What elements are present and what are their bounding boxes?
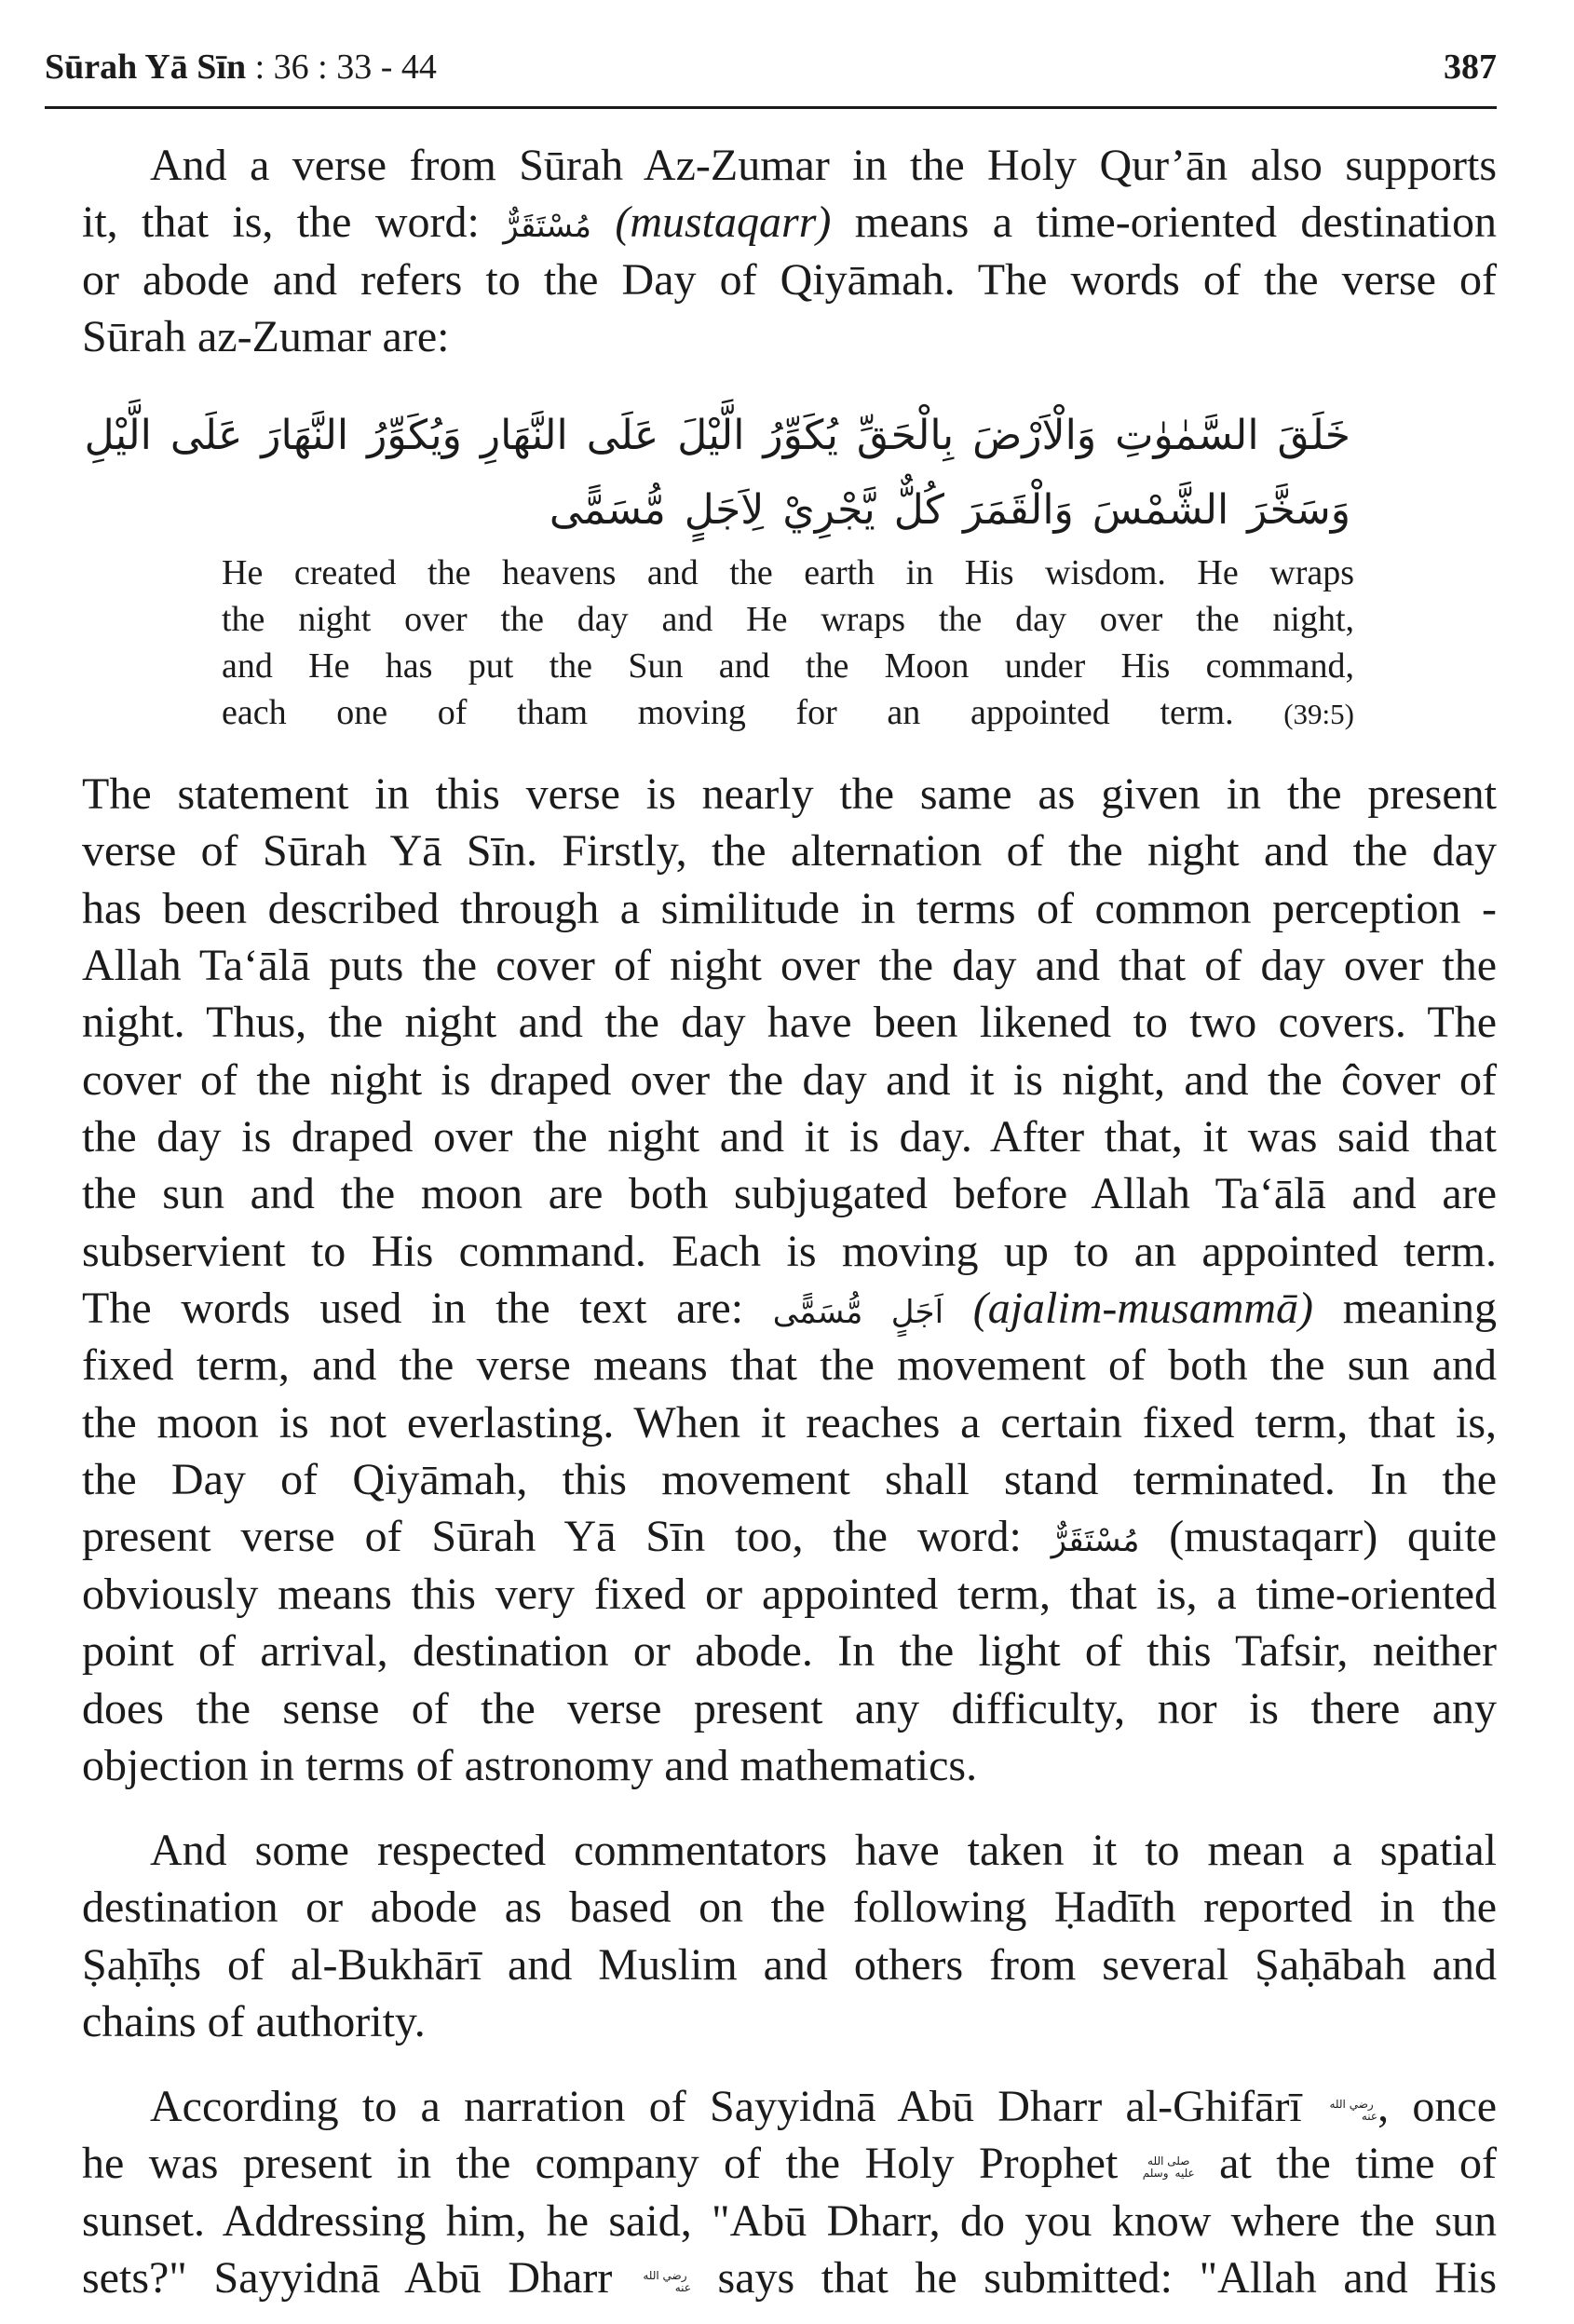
surah-title: Sūrah Yā Sīn [45, 48, 247, 87]
text-line [222, 689, 1354, 736]
paragraph-4 [82, 2078, 1497, 2306]
page-number: 387 [1444, 48, 1497, 87]
text-line [82, 1165, 1497, 1222]
text-run: According to a narration of Sayyidnā Abū Dharr al-Ghifārī [150, 2082, 1326, 2131]
text-line [82, 1223, 1497, 1280]
arabic-verse-line: خَلَقَ السَّمٰوٰتِ وَالْاَرْضَ بِالْحَقِّ يُكَوِّرُ الَّيْلَ عَلَى النَّهَارِ وَيُكَوِّرُ النَّهَارَ عَلَى الَّيْلِ [84, 412, 1350, 459]
text-line [82, 2135, 1497, 2192]
text-run: (mustaqarr) quite [1139, 1512, 1497, 1562]
text-run: or abode and refers to the Day of Qiyāmah. The words of the verse of [82, 254, 1497, 305]
text-run: sunset. Addressing him, he said, "Abū Dharr, do you know where the sun [82, 2195, 1497, 2246]
text-run: does the sense of the verse present any difficulty, nor is there any [82, 1683, 1497, 1733]
verse-range: : 36 : 33 - 44 [246, 48, 437, 87]
header-rule [45, 106, 1497, 109]
paragraph-1 [82, 137, 1497, 365]
text-run: meaning [1313, 1284, 1497, 1334]
italic-term: (ajalim-musammā) [972, 1284, 1314, 1334]
italic-term: (mustaqarr) [615, 197, 832, 248]
text-line [82, 1337, 1497, 1393]
verse-translation [222, 550, 1354, 736]
text-line [82, 1879, 1497, 1936]
arabic-term: اَجَلٍ مُّسَمًّى [772, 1294, 944, 1332]
text-line [82, 1566, 1497, 1623]
paragraph-3 [82, 1822, 1497, 2050]
running-head [45, 47, 437, 88]
text-run: he was present in the company of the Holy Prophet [82, 2139, 1143, 2189]
text-line [82, 1451, 1497, 1508]
honorific-symbol: صلى الله عليه وسلم [1142, 2154, 1195, 2181]
text-run: obviously means this very fixed or appointed term, that is, a time-oriented [82, 1569, 1497, 1619]
text-line [82, 880, 1497, 937]
text-run: chains of authority. [82, 1997, 426, 2047]
honorific-symbol: رضي الله عنه [643, 2269, 691, 2295]
text-line [82, 137, 1497, 194]
text-line [82, 1394, 1497, 1451]
text-run [591, 197, 615, 247]
text-run: at the time of [1194, 2139, 1497, 2189]
text-run: And a verse from Sūrah Az-Zumar in the Holy Qur’ān also supports [150, 141, 1497, 190]
text-run: the sun and the moon are both subjugated before Allah Ta‘ālā and are [82, 1169, 1497, 1219]
text-line [82, 1737, 1497, 1794]
text-line [222, 643, 1354, 689]
paragraph-2 [82, 766, 1497, 1794]
text-run: the moon is not everlasting. When it reaches a certain fixed term, that is, [82, 1397, 1497, 1447]
arabic-term: مُسْتَقَرٌّ [1051, 1522, 1140, 1560]
text-run: each one of tham moving for an appointed term. [222, 693, 1284, 732]
text-run: The words used in the text are: [82, 1284, 773, 1334]
text-line [82, 1993, 1497, 2050]
text-line [82, 1108, 1497, 1165]
text-line [82, 994, 1497, 1051]
text-line [222, 596, 1354, 643]
text-run [943, 1284, 973, 1333]
honorific-symbol: رضي الله عنه [1329, 2097, 1378, 2123]
text-run: destination or abode as based on the following Ḥadīth reported in the [82, 1882, 1497, 1933]
verse-reference: (39:5) [1283, 698, 1354, 730]
text-run: point of arrival, destination or abode. In the light of this Tafsir, neither [82, 1626, 1497, 1677]
text-run: fixed term, and the verse means that the movement of both the sun and [82, 1340, 1497, 1391]
text-line [82, 1052, 1497, 1108]
text-line [82, 194, 1497, 251]
text-run: means a time-oriented destination [831, 197, 1497, 248]
text-run: the night over the day and He wraps the day over the night, [222, 600, 1354, 639]
text-run: night. Thus, the night and the day have been likened to two covers. The [82, 998, 1497, 1048]
text-line [82, 2078, 1497, 2135]
text-line [82, 2193, 1497, 2249]
text-run: cover of the night is draped over the day and it is night, and the ĉover of [82, 1054, 1497, 1105]
text-line [82, 937, 1497, 994]
text-line [82, 1623, 1497, 1679]
quran-verse-arabic [84, 399, 1350, 548]
text-line [82, 1280, 1497, 1337]
text-run: , once [1377, 2082, 1497, 2131]
text-line [82, 1508, 1497, 1565]
text-run: the Day of Qiyāmah, this movement shall stand terminated. In the [82, 1455, 1497, 1505]
text-line [82, 766, 1497, 822]
text-line [82, 822, 1497, 879]
text-run: And some respected commentators have taken it to mean a spatial [150, 1826, 1497, 1875]
text-run: sets?" Sayyidnā Abū Dharr [82, 2253, 639, 2304]
text-run: objection in terms of astronomy and mathematics. [82, 1740, 978, 1790]
text-run: He created the heavens and the earth in His wisdom. He wraps [222, 553, 1354, 592]
text-line [82, 1937, 1497, 1993]
text-line [82, 251, 1497, 308]
arabic-term: مُسْتَقَرٌّ [503, 208, 591, 246]
text-line [82, 1822, 1497, 1879]
text-line [222, 550, 1354, 596]
text-run: subservient to His command. Each is moving up to an appointed term. [82, 1226, 1497, 1276]
text-line [82, 2249, 1497, 2306]
text-run: verse of Sūrah Yā Sīn. Firstly, the alternation of the night and the day [82, 826, 1497, 877]
text-run: it, that is, the word: [82, 197, 504, 248]
text-run: present verse of Sūrah Yā Sīn too, the word: [82, 1512, 1052, 1562]
text-run: Ṣaḥīḥs of al-Bukhārī and Muslim and others from several Ṣaḥābah and [82, 1939, 1497, 1990]
text-run: Allah Ta‘ālā puts the cover of night over the day and that of day over the [82, 941, 1497, 991]
arabic-verse-line: وَسَخَّرَ الشَّمْسَ وَالْقَمَرَ كُلٌّ يَّجْرِيْ لِاَجَلٍ مُّسَمًّى [549, 486, 1350, 534]
text-line [82, 308, 1497, 365]
text-run: says that he submitted: "Allah and His [690, 2253, 1497, 2304]
text-run: the day is draped over the night and it is day. After that, it was said that [82, 1112, 1497, 1162]
text-run: Sūrah az-Zumar are: [82, 312, 450, 362]
text-line [82, 1680, 1497, 1737]
text-run: The statement in this verse is nearly the same as given in the present [82, 769, 1497, 819]
text-run: and He has put the Sun and the Moon under His command, [222, 646, 1354, 686]
text-run: has been described through a similitude in terms of common perception - [82, 883, 1497, 933]
